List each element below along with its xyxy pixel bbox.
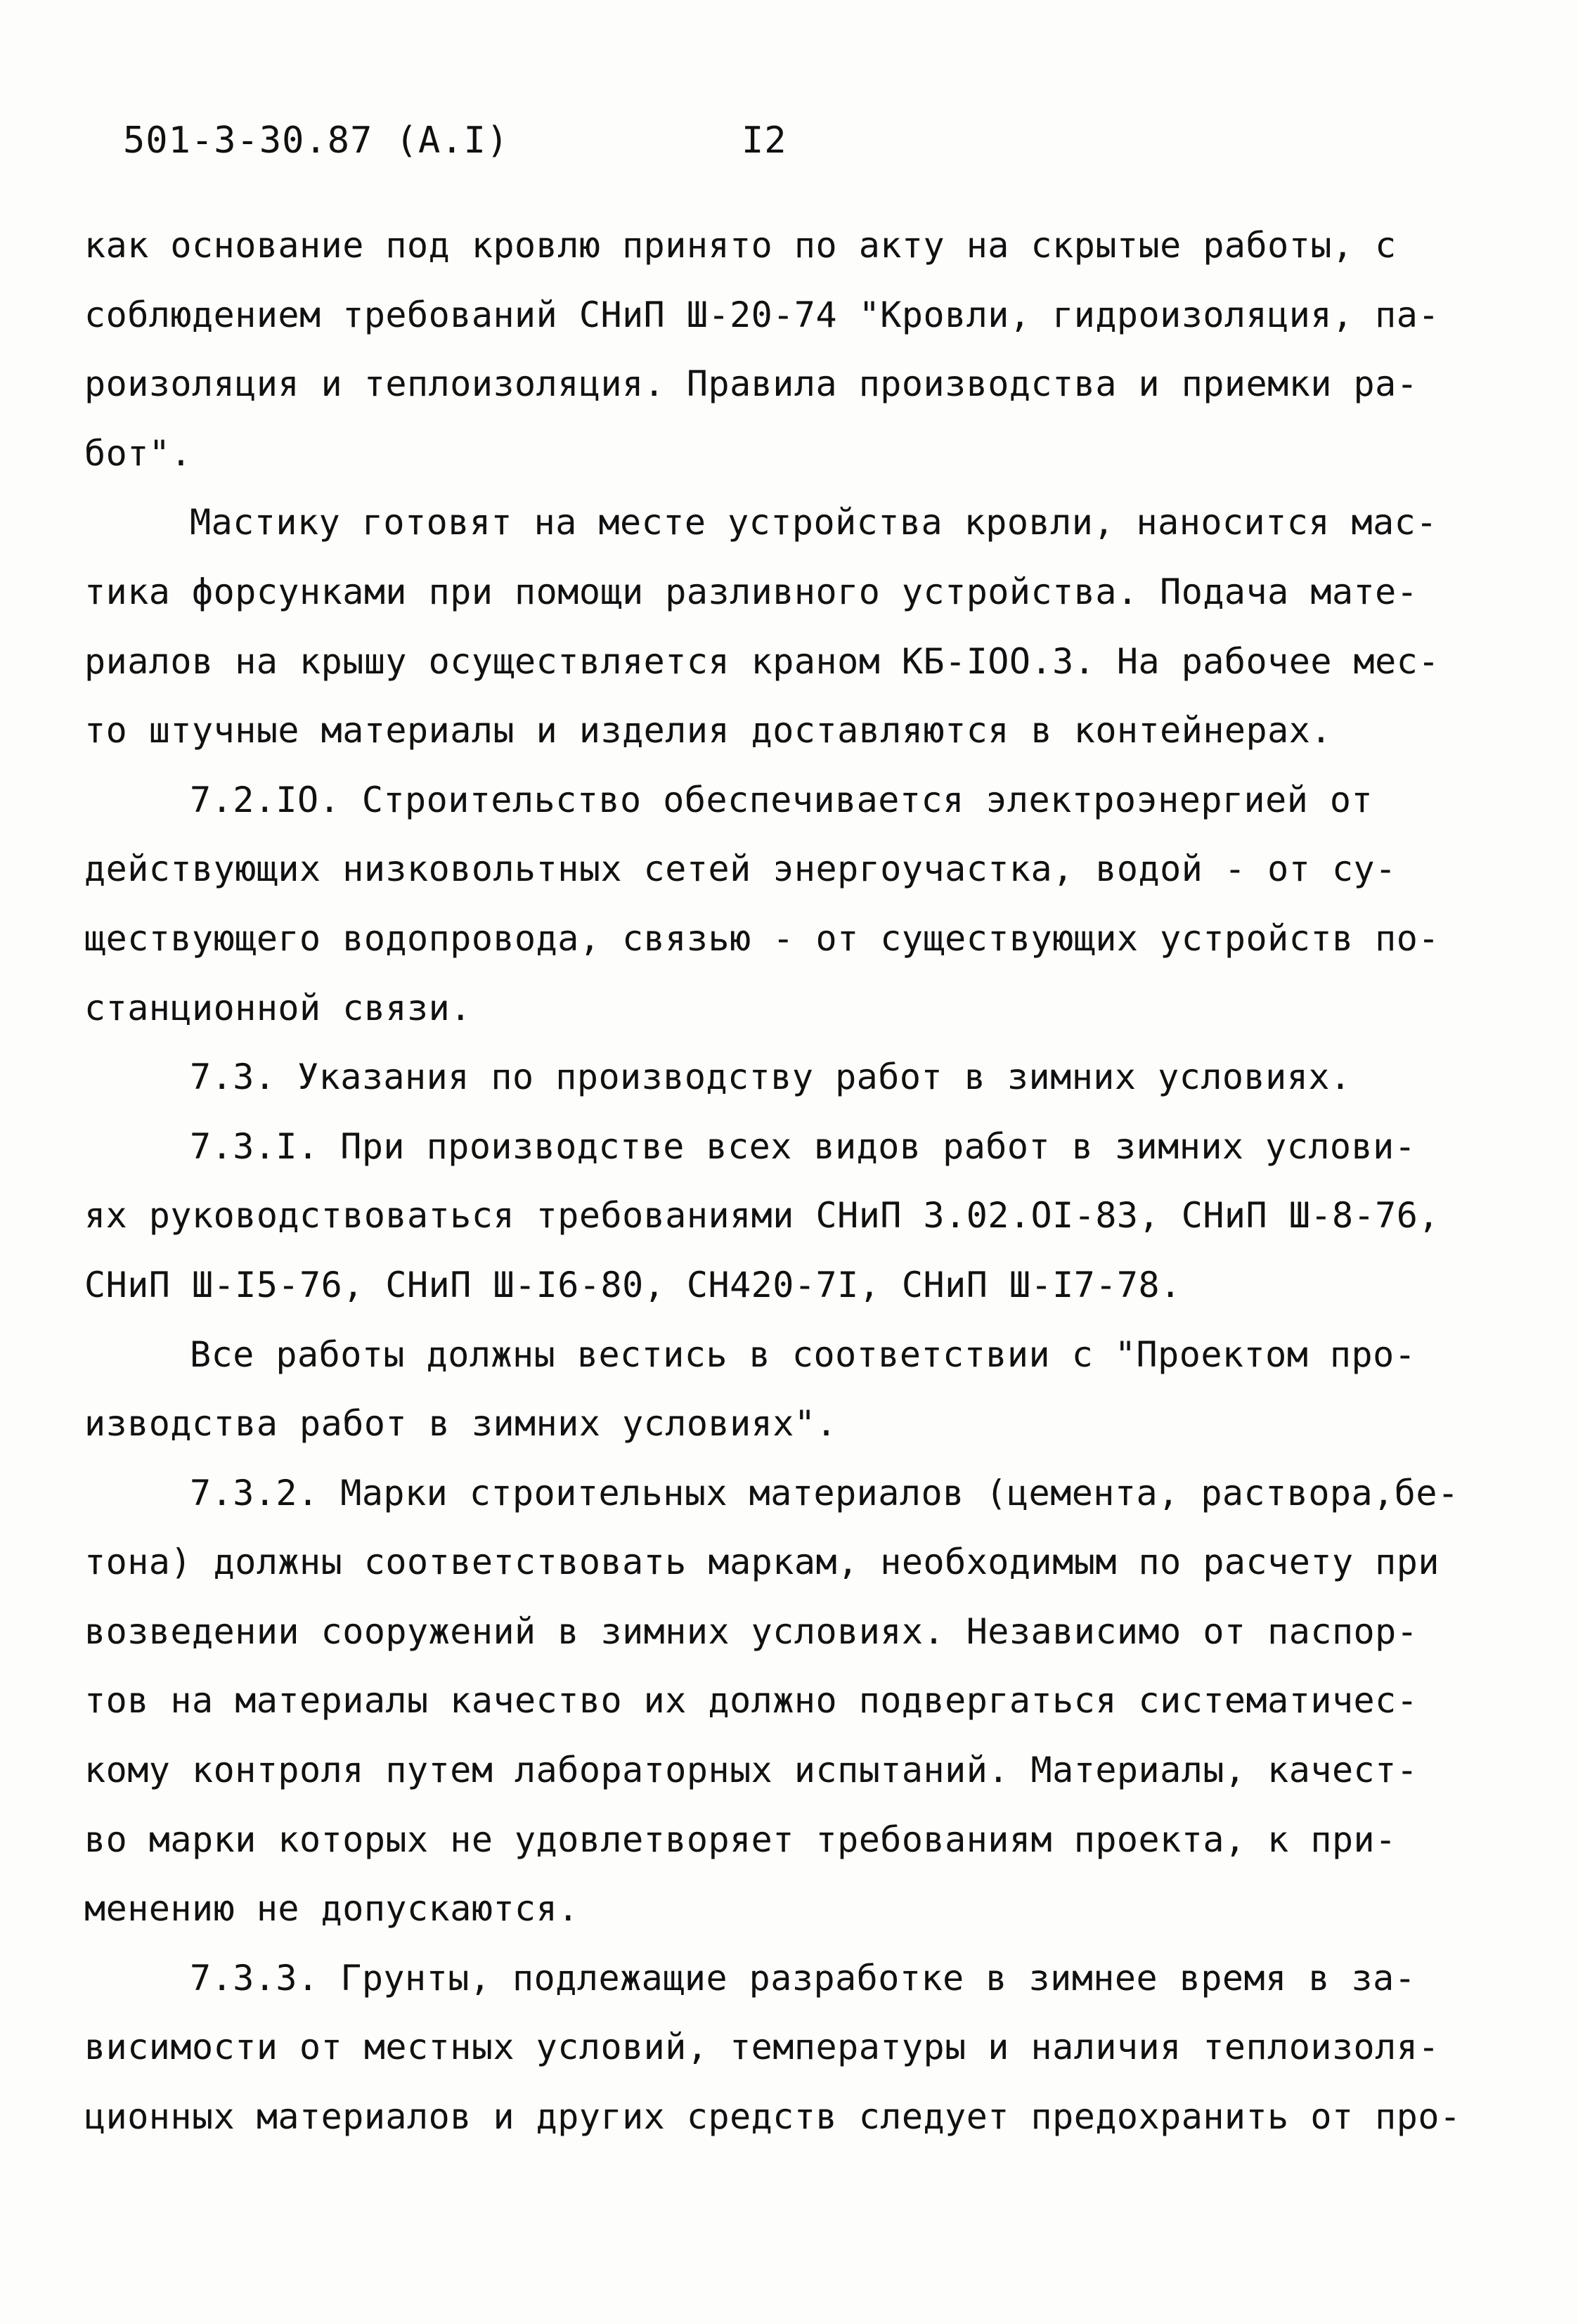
text-line: ществующего водопровода, связью - от существующих устройств по-	[84, 917, 1440, 959]
text-line: то штучные материалы и изделия доставляются в контейнерах.	[84, 710, 1332, 751]
section-heading: 7.3. Указания по производству работ в зимних условиях.	[190, 1057, 1352, 1098]
text-line: соблюдением требований СНиП Ш-20-74 "Кровли, гидроизоляция, па-	[84, 294, 1440, 335]
text-line: СНиП Ш-I5-76, СНиП Ш-I6-80, СН420-7I, СНиП Ш-I7-78.	[84, 1264, 1182, 1305]
text-line: ях руководствоваться требованиями СНиП 3.02.OI-83, СНиП Ш-8-76,	[84, 1195, 1440, 1237]
text-line: 7.3.3. Грунты, подлежащие разработке в зимнее время в за-	[190, 1957, 1416, 1999]
text-line: во марки которых не удовлетворяет требованиям проекта, к при-	[84, 1819, 1397, 1860]
text-line: ционных материалов и других средств следует предохранить от про-	[84, 2096, 1461, 2138]
body-text	[84, 211, 1473, 2152]
text-line: как основание под кровлю принято по акту на скрытые работы, с	[84, 225, 1397, 266]
document-code: 501-3-30.87 (А.I)	[123, 120, 510, 162]
page-number: I2	[742, 120, 787, 162]
text-line: тов на материалы качество их должно подвергаться систематичес-	[84, 1680, 1418, 1722]
text-line: роизоляция и теплоизоляция. Правила производства и приемки ра-	[84, 363, 1418, 405]
text-line: возведении сооружений в зимних условиях. Независимо от паспор-	[84, 1610, 1418, 1652]
text-line: 7.3.2. Марки строительных материалов (цемента, раствора,бе-	[190, 1472, 1459, 1513]
text-line: Мастику готовят на месте устройства кровли, наносится мас-	[190, 502, 1437, 543]
text-line: тона) должны соответствовать маркам, необходимым по расчету при	[84, 1542, 1440, 1583]
text-line: риалов на крышу осуществляется краном КБ-IOO.3. На рабочее мес-	[84, 640, 1440, 682]
text-line: бот".	[84, 432, 193, 474]
text-line: менению не допускаются.	[84, 1888, 579, 1930]
text-line: Все работы должны вестись в соответствии с "Проектом про-	[190, 1334, 1416, 1375]
text-line: станционной связи.	[84, 987, 472, 1028]
text-line: 7.3.I. При производстве всех видов работ в зимних услови-	[190, 1125, 1416, 1167]
text-line: 7.2.IO. Строительство обеспечивается электроэнергией от	[190, 779, 1373, 820]
text-line: тика форсунками при помощи разливного устройства. Подача мате-	[84, 571, 1418, 612]
page-header	[123, 120, 896, 176]
text-line: действующих низковольтных сетей энергоучастка, водой - от су-	[84, 848, 1397, 890]
text-line: изводства работ в зимних условиях".	[84, 1403, 838, 1445]
text-line: кому контроля путем лабораторных испытаний. Материалы, качест-	[84, 1750, 1418, 1791]
text-line: висимости от местных условий, температуры и наличия теплоизоля-	[84, 2027, 1440, 2068]
